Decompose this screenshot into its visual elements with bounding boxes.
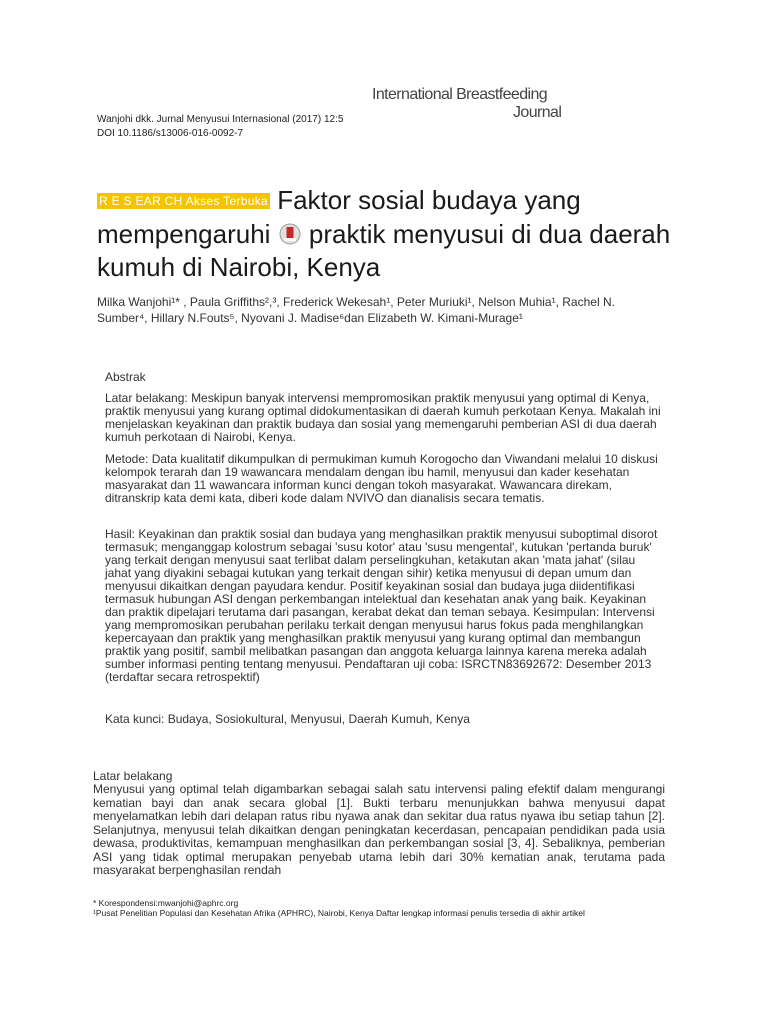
section-body: Menyusui yang optimal telah digambarkan sebagai salah satu intervensi paling efektif dalam mengurangi kematian bayi dan anak secara global [1]. Bukti terbaru menunjukkan bahwa menyusui dapat menyelamatkan lebih dari delapan ratus ribu nyawa anak dan sekitar dua ratus nyawa ibu setiap tahun [2]. Selanjutnya, menyusui telah dikaitkan dengan peningkatan kecerdasan, pencapaian pendidikan pada usia dewasa, produktivitas, kemampuan menghasilkan dan perkembangan sosial [3, 4]. Sebaliknya, pemberian ASI yang tidak optimal merupakan penyebab utama lebih dari 30% kematian anak, terutama pada masyarakat berpenghasilan rendah xyxy=(93,782,665,877)
section-heading: Latar belakang xyxy=(93,769,173,783)
journal-logo-line1: International Breastfeeding xyxy=(372,86,548,103)
abstract-methods: Metode: Data kualitatif dikumpulkan di permukiman kumuh Korogocho dan Viwandani melalui 10 diskusi kelompok terarah dan 19 wawancara mendalam dengan ibu hamil, menyusui dan kader kesehatan masyarakat dan 11 wawancara informan kunci dengan tokoh masyarakat. Wawancara direkam, ditranskrip kata demi kata, diberi kode dalam NVIVO dan dianalisis secara tematis. xyxy=(105,452,658,505)
crossmark-icon[interactable] xyxy=(279,220,301,242)
abstract-heading: Abstrak xyxy=(105,370,146,384)
article-title xyxy=(97,184,677,284)
title-text-part2: praktik menyusui di dua daerah kumuh di Nairobi, Kenya xyxy=(97,219,671,282)
journal-logo-line2: Journal xyxy=(513,104,562,121)
footnote-correspondence[interactable]: * Korespondensi:mwanjohi@aphrc.org xyxy=(93,898,239,908)
abstract-background: Latar belakang: Meskipun banyak intervensi mempromosikan praktik menyusui yang optimal di Kenya, praktik menyusui yang kurang optimal didokumentasikan di daerah kumuh perkotaan Kenya. Makalah ini menjelaskan keyakinan dan praktik budaya dan sosial yang memengaruhi pemberian ASI di dua daerah kumuh perkotaan di Nairobi, Kenya. xyxy=(105,391,661,444)
footnote-affiliation: ¹Pusat Penelitian Populasi dan Kesehatan Afrika (APHRC), Nairobi, Kenya Daftar lengkap informasi penulis tersedia di akhir artikel xyxy=(93,908,585,918)
title-text-part1: Faktor sosial budaya yang mempengaruhi xyxy=(97,185,581,249)
citation: Wanjohi dkk. Jurnal Menyusui Internasional (2017) 12:5 xyxy=(97,114,344,125)
research-open-access-badge: R E S EAR CH Akses Terbuka xyxy=(99,194,268,208)
abstract-results: Hasil: Keyakinan dan praktik sosial dan budaya yang menghasilkan praktik menyusui suboptimal disorot termasuk; menganggap kolostrum sebagai 'susu kotor' atau 'susu mengental', kutukan 'pertanda buruk' yang terkait dengan menyusui saat terlibat dalam perselingkuhan, ketakutan akan 'mata jahat' (silau jahat yang diyakini sebagai kutukan yang terkait dengan sihir) ketika menyusui di depan umum dan menyusui dikaitkan dengan payudara kendur. Positif keyakinan sosial dan budaya juga diidentifikasi termasuk hubungan ASI dengan perkembangan intelektual dan kesehatan anak yang baik. Keyakinan dan praktik dipelajari terutama dari pasangan, kerabat dekat dan teman sebaya. Kesimpulan: Intervensi yang mempromosikan perubahan perilaku terkait dengan menyusui harus fokus pada menghilangkan kepercayaan dan praktik yang menghasilkan praktik menyusui yang kurang optimal dan membangun praktik yang positif, sambil melibatkan pasangan dan anggota keluarga lainnya karena mereka adalah sumber informasi penting tentang menyusui. Pendaftaran uji coba: ISRCTN83692672: Desember 2013 (terdaftar secara retrospektif) xyxy=(105,527,658,684)
doi[interactable]: DOI 10.1186/s13006-016-0092-7 xyxy=(97,128,244,139)
author-list: Milka Wanjohi¹* , Paula Griffiths²,³, Frederick Wekesah¹, Peter Muriuki¹, Nelson Muhia¹, Rachel N. Sumber⁴, Hillary N.Fouts⁵, Nyovani J. Madise⁶dan Elizabeth W. Kimani-Murage¹ xyxy=(97,295,615,325)
abstract-keywords: Kata kunci: Budaya, Sosiokultural, Menyusui, Daerah Kumuh, Kenya xyxy=(105,712,470,726)
